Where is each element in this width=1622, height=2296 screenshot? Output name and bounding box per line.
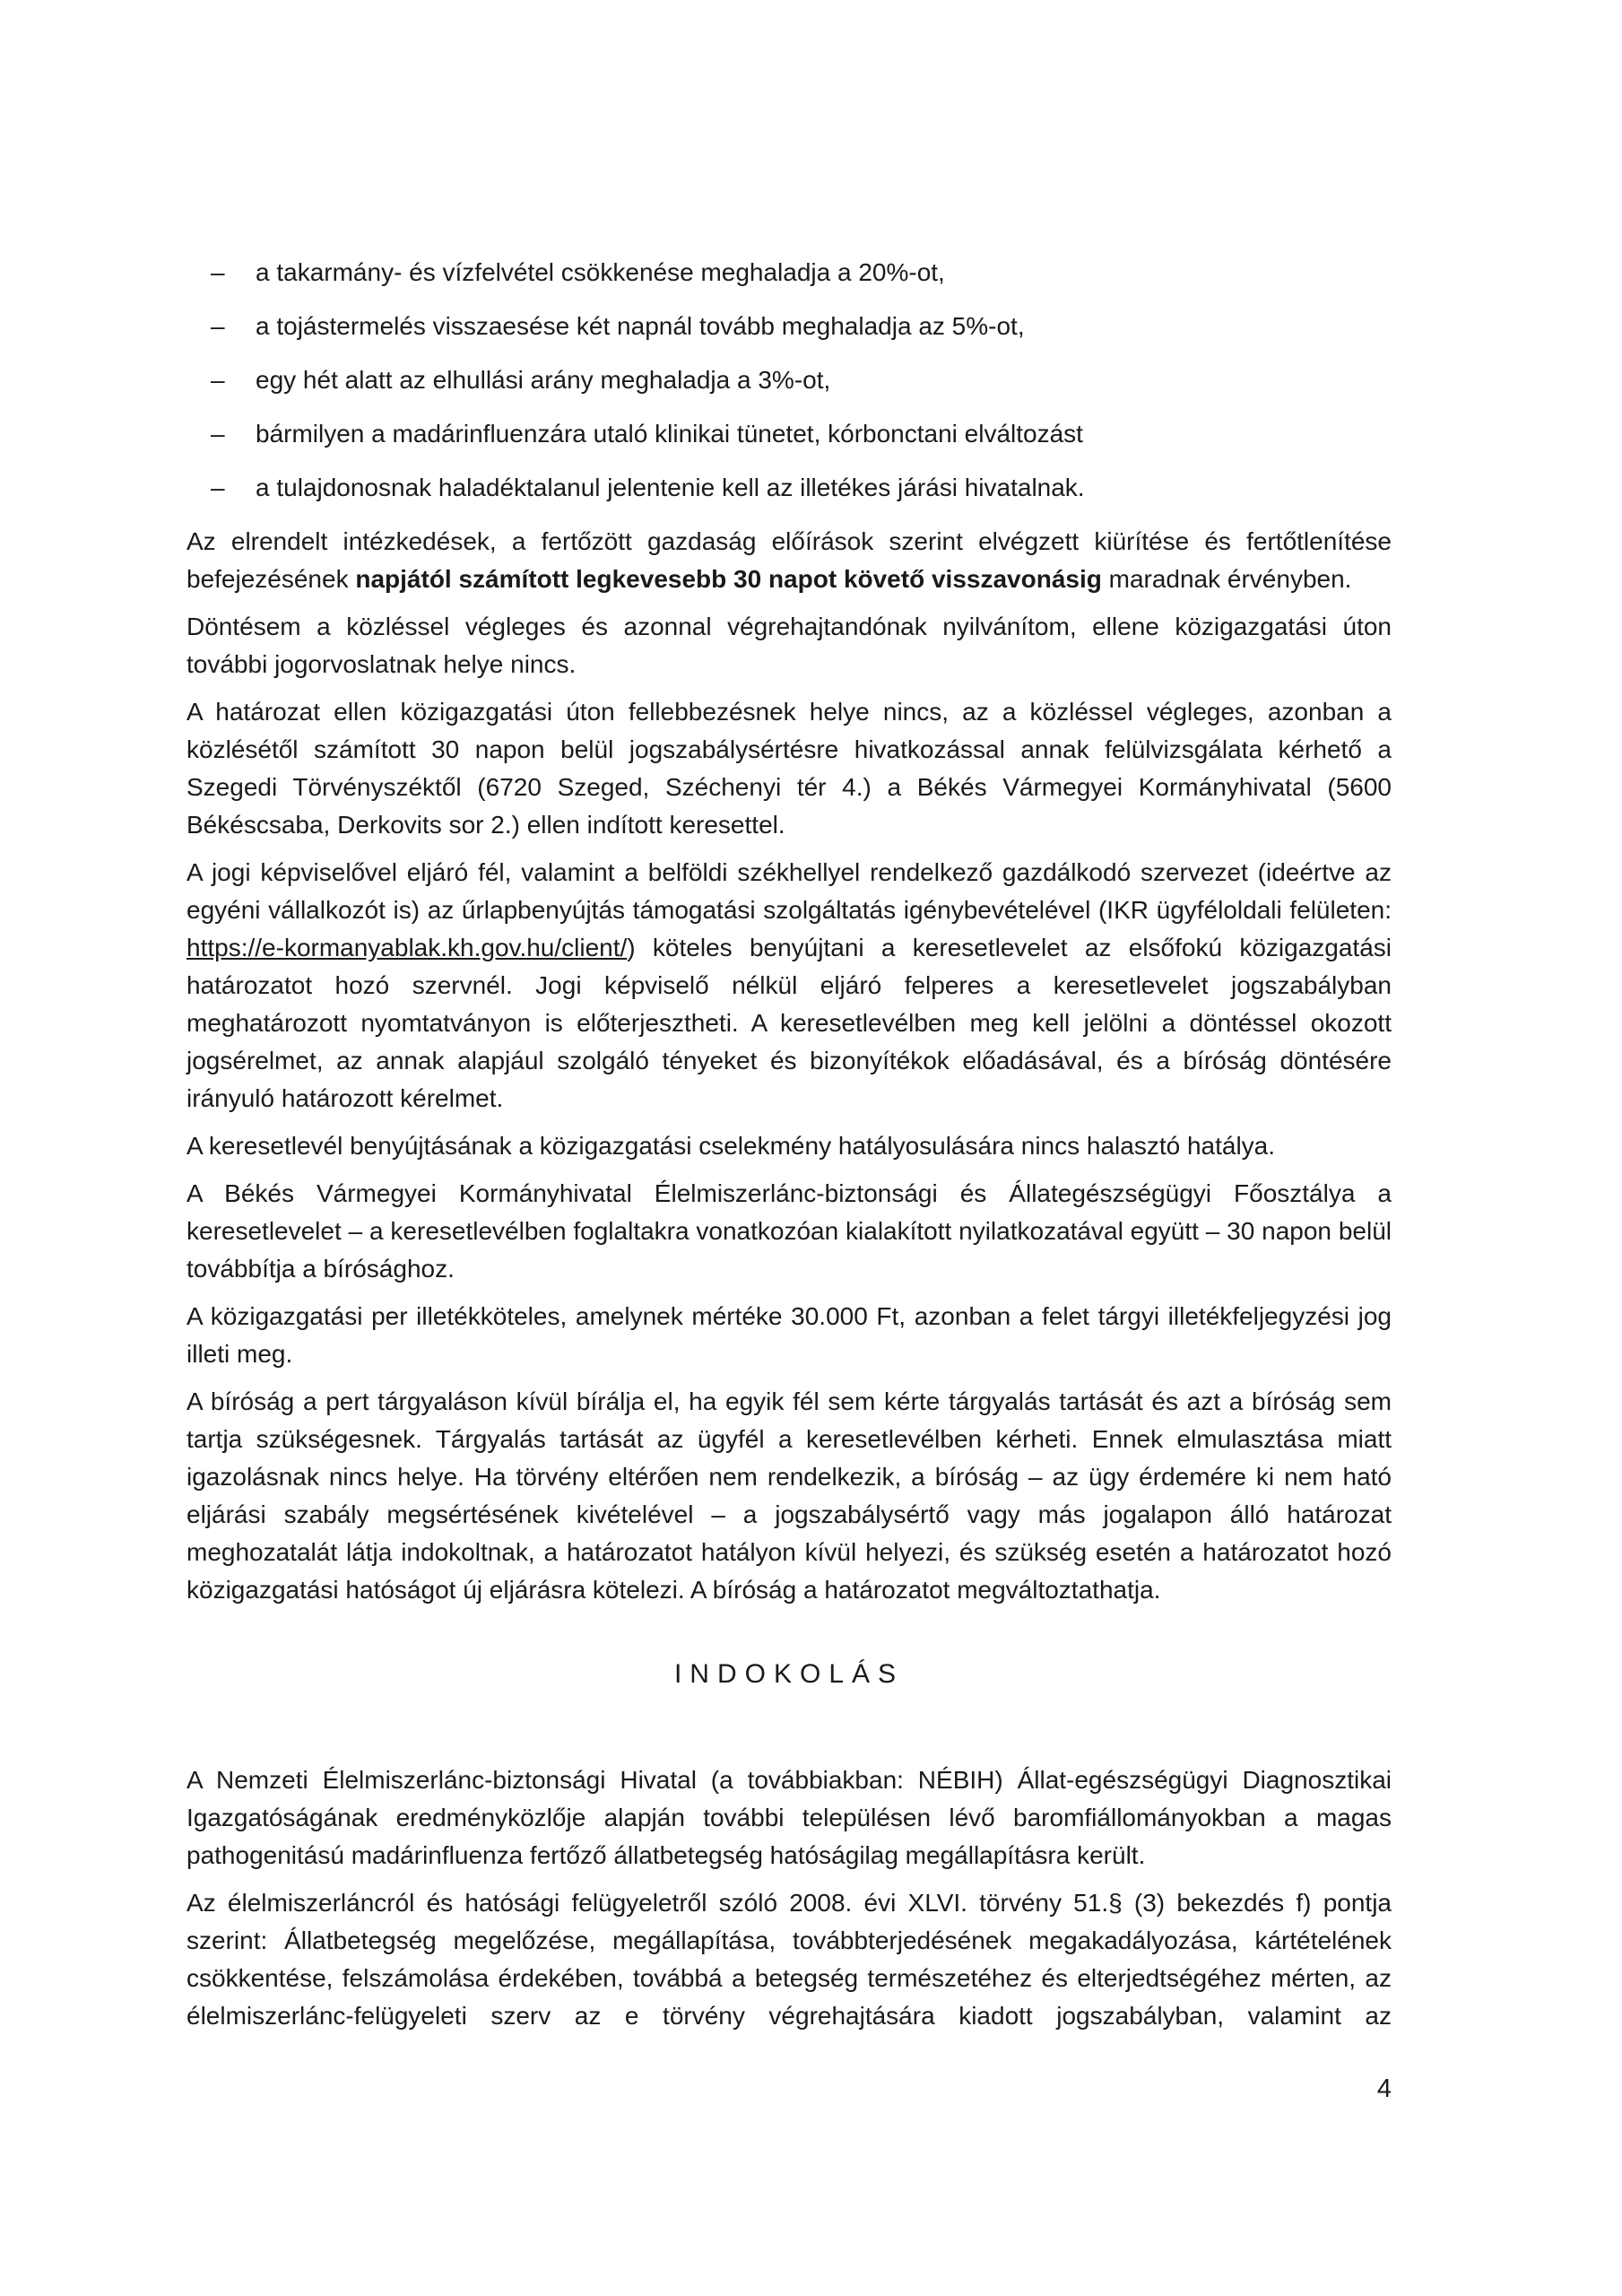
page-number: 4	[1376, 2074, 1392, 2103]
section-heading-indokolas: INDOKOLÁS	[673, 1659, 905, 1689]
paragraph-court-procedure: A bíróság a pert tárgyaláson kívül bírálja el, ha egyik fél sem kérte tárgyalás tartását és azt a bíróság sem tartja szükségesnek. Tárgyalás tartását az ügyfél a keresetlevélben kérheti. Ennek elmulasztása miatt igazolásnak nincs helye. Ha törvény eltérően nem rendelkezik, a bíróság – az ügy érdemére ki nem ható eljárási szabály megsértésének kivételével – a jogszabálysértő vagy más jogalapon álló határozat meghozatalát látja indokoltnak, a határozatot hatályon kívül helyezi, és szükség esetén a határozatot hozó közigazgatási hatóságot új eljárásra kötelezi. A bíróság a határozatot megváltoztathatja.	[186, 1387, 1392, 1604]
list-item	[186, 415, 1392, 453]
list-item	[186, 254, 1392, 291]
list-item	[186, 469, 1392, 507]
list-item	[186, 308, 1392, 345]
e-kormanyablak-link[interactable]: https://e-kormanyablak.kh.gov.hu/client/	[186, 934, 628, 961]
bullet-text: a takarmány- és vízfelvétel csökkenése meghaladja a 20%-ot,	[256, 258, 945, 286]
paragraph-court-fee: A közigazgatási per illetékköteles, amelynek mértéke 30.000 Ft, azonban a felet tárgyi illetékfeljegyzési jog illeti meg.	[186, 1302, 1392, 1368]
bullet-marker: –	[211, 420, 225, 448]
paragraph-text: A jogi képviselővel eljáró fél, valamint a belföldi székhellyel rendelkező gazdálkodó szervezet (ideértve az egyéni vállalkozót is) az űrlapbenyújtás támogatási szolgáltatás igénybevételével (IKR ügyféloldali felületen:	[186, 858, 1392, 924]
paragraph-appeal-review: A határozat ellen közigazgatási úton fellebbezésnek helye nincs, az a közléssel végleges, azonban a közlésétől számított 30 napon belül jogszabálysértésre hivatkozással annak felülvizsgálata kérhető a Szegedi Törvényszéktől (6720 Szeged, Széchenyi tér 4.) a Békés Vármegyei Kormányhivatal (5600 Békéscsaba, Derkovits sor 2.) ellen indított keresettel.	[186, 698, 1392, 839]
bullet-marker: –	[211, 258, 225, 286]
paragraph-text: maradnak érvényben.	[1101, 565, 1352, 593]
paragraph-legal-representation	[186, 854, 1392, 1118]
notification-criteria-list	[186, 254, 1392, 507]
bullet-marker: –	[211, 312, 225, 340]
bullet-text: a tulajdonosnak haladéktalanul jelentenie kell az illetékes járási hivatalnak.	[256, 474, 1085, 501]
paragraph-decision-final: Döntésem a közléssel végleges és azonnal végrehajtandónak nyilvánítom, ellene közigazgatási úton további jogorvoslatnak helye nincs.	[186, 613, 1392, 678]
bullet-marker: –	[211, 474, 225, 501]
bullet-marker: –	[211, 366, 225, 394]
bullet-text: a tojástermelés visszaesése két napnál tovább meghaladja az 5%-ot,	[256, 312, 1025, 340]
bullet-text: bármilyen a madárinfluenzára utaló klinikai tünetet, kórbonctani elváltozást	[256, 420, 1083, 448]
paragraph-text: Az elrendelt intézkedések, a fertőzött gazdaság előírások szerint elvégzett kiürítése és fertőtlenítése befejezésének	[186, 527, 1392, 593]
bullet-text: egy hét alatt az elhullási arány meghaladja a 3%-ot,	[256, 366, 831, 394]
document-content	[186, 254, 1392, 2045]
paragraph-measures-validity	[186, 523, 1392, 598]
paragraph-nebih-findings: A Nemzeti Élelmiszerlánc-biztonsági Hivatal (a továbbiakban: NÉBIH) Állat-egészségügyi Diagnosztikai Igazgatóságának eredményközlője alapján további településen lévő baromfiállományokban a magas pathogenitású madárinfluenza fertőző állatbetegség hatóságilag megállapításra került.	[186, 1766, 1392, 1869]
paragraph-no-suspensive-effect: A keresetlevél benyújtásának a közigazgatási cselekmény hatályosulására nincs halasztó hatálya.	[186, 1132, 1276, 1160]
paragraph-law-reference: Az élelmiszerláncról és hatósági felügyeletről szóló 2008. évi XLVI. törvény 51.§ (3) bekezdés f) pontja szerint: Állatbetegség megelőzése, megállapítása, továbbterjedésének megakadályozása, kártételének csökkentése, felszámolása érdekében, továbbá a betegség természetéhez és elterjedtségéhez mérten, az élelmiszerlánc-felügyeleti szerv az e törvény végrehajtására kiadott jogszabályban, valamint az	[186, 1889, 1392, 2030]
paragraph-text: ) köteles benyújtani a keresetlevelet az elsőfokú közigazgatási határozatot hozó szervnél. Jogi képviselő nélkül eljáró felperes a keresetlevelet jogszabályban meghatározott nyomtatványon is előterjesztheti. A keresetlevélben meg kell jelölni a döntéssel okozott jogsérelmet, az annak alapjául szolgáló tényeket és bizonyítékok előadásával, és a bíróság döntésére irányuló határozott kérelmet.	[186, 934, 1392, 1112]
bold-emphasis: napjától számított legkevesebb 30 napot követő visszavonásig	[355, 565, 1102, 593]
list-item	[186, 361, 1392, 399]
paragraph-forwarding-to-court: A Békés Vármegyei Kormányhivatal Élelmiszerlánc-biztonsági és Állategészségügyi Főosztálya a keresetlevelet – a keresetlevélben foglaltakra vonatkozóan kialakított nyilatkozatával együtt – 30 napon belül továbbítja a bírósághoz.	[186, 1179, 1392, 1283]
